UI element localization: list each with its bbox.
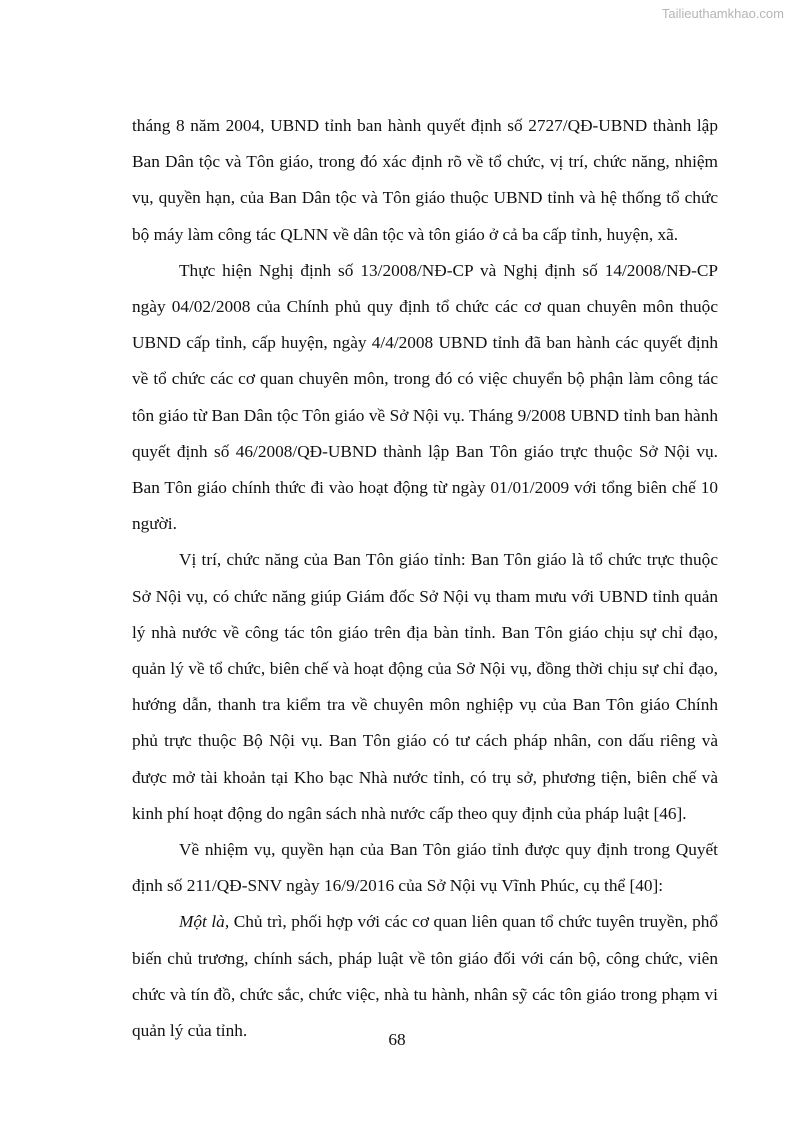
paragraph-duties-intro: Về nhiệm vụ, quyền hạn của Ban Tôn giáo tỉnh được quy định trong Quyết định số 211/QĐ-SNV ngày 16/9/2016 của Sở Nội vụ Vĩnh Phúc, cụ thể [40]: (132, 840, 718, 896)
paragraph-first-duty (132, 904, 718, 1049)
page-number: 68 (388, 1030, 406, 1049)
paragraph-position-function: Vị trí, chức năng của Ban Tôn giáo tỉnh: Ban Tôn giáo là tổ chức trực thuộc Sở Nội vụ, có chức năng giúp Giám đốc Sở Nội vụ tham mưu với UBND tỉnh quản lý nhà nước về công tác tôn giáo trên địa bàn tỉnh. Ban Tôn giáo chịu sự chỉ đạo, quản lý về tổ chức, biên chế và hoạt động của Sở Nội vụ, đồng thời chịu sự chỉ đạo, hướng dẫn, thanh tra kiểm tra về chuyên môn nghiệp vụ của Ban Tôn giáo Chính phủ trực thuộc Bộ Nội vụ. Ban Tôn giáo có tư cách pháp nhân, con dấu riêng và được mở tài khoản tại Kho bạc Nhà nước tỉnh, có trụ sở, phương tiện, biên chế và kinh phí hoạt động do ngân sách nhà nước cấp theo quy định của pháp luật [46]. (132, 550, 718, 823)
paragraph-implementation: Thực hiện Nghị định số 13/2008/NĐ-CP và Nghị định số 14/2008/NĐ-CP ngày 04/02/2008 của Chính phủ quy định tổ chức các cơ quan chuyên môn thuộc UBND cấp tỉnh, cấp huyện, ngày 4/4/2008 UBND tỉnh đã ban hành các quyết định về tổ chức các cơ quan chuyên môn, trong đó có việc chuyển bộ phận làm công tác tôn giáo từ Ban Dân tộc Tôn giáo về Sở Nội vụ. Tháng 9/2008 UBND tỉnh ban hành quyết định số 46/2008/QĐ-UBND thành lập Ban Tôn giáo trực thuộc Sở Nội vụ. Ban Tôn giáo chính thức đi vào hoạt động từ ngày 01/01/2009 với tổng biên chế 10 người. (132, 260, 718, 534)
paragraph-continuation: tháng 8 năm 2004, UBND tỉnh ban hành quyết định số 2727/QĐ-UBND thành lập Ban Dân tộc và Tôn giáo, trong đó xác định rõ về tổ chức, vị trí, chức năng, nhiệm vụ, quyền hạn, của Ban Dân tộc và Tôn giáo thuộc UBND tỉnh và hệ thống tổ chức bộ máy làm công tác QLNN về dân tộc và tôn giáo ở cả ba cấp tỉnh, huyện, xã. (132, 116, 718, 244)
first-duty-text: Chủ trì, phối hợp với các cơ quan liên quan tổ chức tuyên truyền, phổ biến chủ trương, chính sách, pháp luật về tôn giáo đối với cán bộ, công chức, viên chức và tín đồ, chức sắc, chức việc, nhà tu hành, nhân sỹ các tôn giáo trong phạm vi quản lý của tỉnh. (132, 912, 718, 1041)
watermark: Tailieuthamkhao.com (661, 6, 784, 21)
document-body (132, 108, 718, 1049)
first-duty-lead: Một là, (179, 912, 230, 932)
